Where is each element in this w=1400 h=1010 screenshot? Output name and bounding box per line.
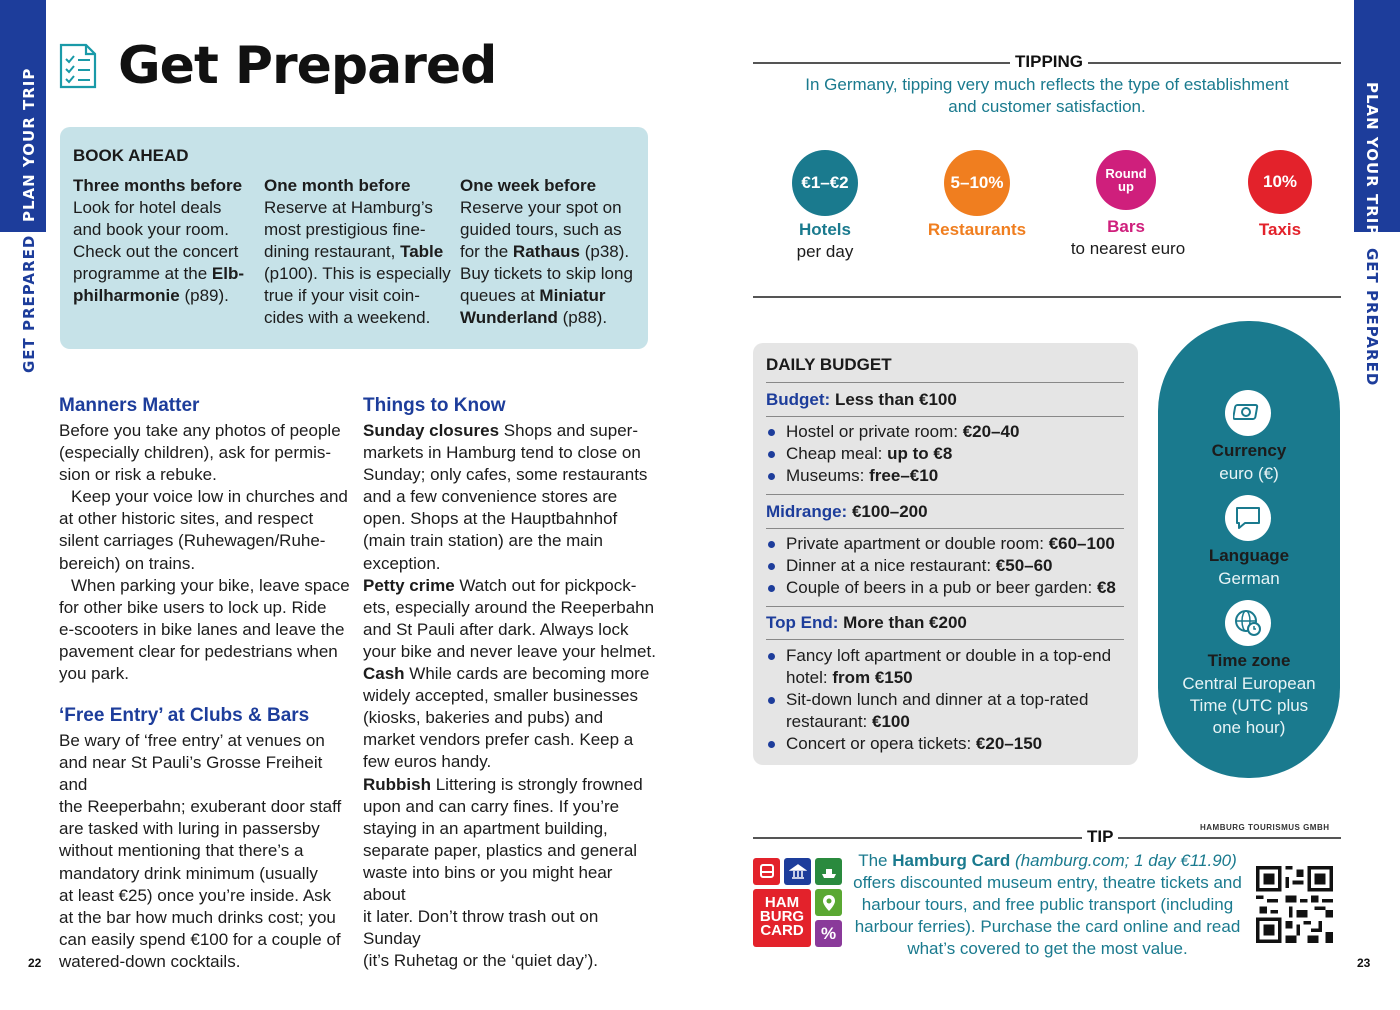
text-line: Be wary of ‘free entry’ at venues on [59, 731, 325, 750]
currency-icon [1225, 390, 1271, 436]
text-line: Cash While cards are becoming more [363, 664, 650, 684]
text-line: the Reeperbahn; exuberant door staff [59, 797, 342, 817]
book-ahead-col-three-months [73, 175, 258, 307]
text-line: for other bike users to lock up. Ride [59, 597, 327, 617]
list-item: Dinner at a nice restaurant: €50–60 [766, 555, 1134, 577]
col-line: cides with a weekend. [264, 308, 431, 327]
currency-value: euro (€) [1219, 464, 1279, 483]
col-line: Reserve your spot on [460, 198, 622, 217]
logo-line: CARD [760, 922, 804, 939]
tip-circle-restaurants: 5–10% [944, 150, 1010, 216]
col-line: (p100). This is especially [264, 264, 451, 283]
time-zone-icon [1225, 600, 1271, 646]
tip-category-bars: Bars [1107, 217, 1145, 236]
location-pin-icon [815, 889, 842, 916]
list-item: Cheap meal: up to €8 [766, 443, 1126, 465]
text-line: (kiosks, bakeries and pubs) and [363, 708, 604, 728]
col-line: for the Rathaus (p38). [460, 242, 630, 261]
col-line: dining restaurant, Table [264, 242, 444, 261]
left-tab-label-prepared: GET PREPARED [20, 234, 38, 373]
right-tab-label-prepared: GET PREPARED [1363, 248, 1381, 387]
time-zone-value [1158, 673, 1340, 739]
list-item: Private apartment or double room: €60–100 [766, 533, 1134, 555]
time-zone-title: Time zone [1207, 651, 1291, 670]
text-line: market vendors prefer cash. Keep a [363, 730, 634, 750]
text-line: and a few convenience stores are [363, 487, 618, 507]
text-line: it later. Don’t throw trash out on Sunday [363, 907, 599, 949]
tip-sub-bars: to nearest euro [1070, 239, 1186, 258]
text-line: Before you take any photos of people [59, 421, 341, 440]
text-line: separate paper, plastics and general [363, 840, 638, 860]
list-item: Concert or opera tickets: €20–150 [766, 733, 1134, 755]
col-line: queues at Miniatur [460, 286, 606, 305]
tip-sub-hotels: per day [796, 242, 854, 261]
budget-separator [766, 382, 1124, 383]
tip-circle-taxis: 10% [1248, 150, 1312, 214]
text-line: without mentioning that there’s a [59, 841, 304, 861]
language-title: Language [1208, 546, 1290, 565]
text-line: Rubbish Littering is strongly frowned [363, 774, 643, 794]
hamburg-card-logo [753, 858, 843, 950]
text-line: your bike and never leave your helmet. [363, 641, 656, 661]
text-line: are tasked with luring in passersby [59, 819, 320, 839]
col-line: most prestigious fine- [264, 220, 426, 239]
col-line: philharmonie (p89). [73, 286, 229, 305]
text-line: (it’s Ruhetag or the ‘quiet day’). [363, 951, 598, 971]
text-line: few euros handy. [363, 752, 492, 772]
left-tab-label-plan: PLAN YOUR TRIP [20, 67, 38, 222]
col-heading: One week before [460, 176, 597, 195]
text-line: sion or risk a rebuke. [59, 465, 217, 485]
value-line: Central European [1182, 674, 1316, 693]
text-line: at the bar how much drinks cost; you [59, 907, 336, 927]
list-item: Fancy loft apartment or double in a top-end hotel: from €150 [766, 645, 1134, 689]
text-line: and St Pauli after dark. Always lock [363, 619, 629, 639]
text-line: markets in Hamburg tend to close on [363, 443, 641, 463]
text-line: e-scooters in bike lanes and leave the [59, 619, 345, 639]
tip-circle-hotels: €1–€2 [792, 150, 858, 216]
budget-tier-budget: Budget: Less than €100 [766, 390, 957, 409]
text-line: open. Shops at the Hauptbahnhof [363, 509, 618, 529]
free-entry-heading: ‘Free Entry’ at Clubs & Bars [59, 705, 310, 726]
budget-list-budget [766, 421, 1126, 487]
text-line: Petty crime Watch out for pickpock- [363, 575, 637, 595]
daily-budget-heading: DAILY BUDGET [766, 355, 892, 374]
col-line: Buy tickets to skip long [460, 264, 633, 283]
col-line: Reserve at Hamburg’s [264, 198, 433, 217]
list-item: Sit-down lunch and dinner at a top-rated restaurant: €100 [766, 689, 1134, 733]
col-heading: One month before [264, 176, 411, 195]
manners-body [59, 420, 354, 685]
budget-separator [766, 416, 1124, 417]
text-line: Sunday closures Shops and super- [363, 421, 638, 440]
col-line: guided tours, such as [460, 220, 622, 239]
tip-category-restaurants: Restaurants [927, 220, 1027, 239]
text-line: (main train station) are the main [363, 531, 603, 551]
logo-line: HAM [764, 894, 800, 911]
col-line: and book your room. [73, 220, 229, 239]
bus-icon [753, 858, 780, 885]
tip-line: what’s covered to get the most value. [907, 939, 1188, 958]
ferry-icon [815, 858, 842, 885]
col-line: true if your visit coin- [264, 286, 420, 305]
logo-line: BURG [759, 908, 805, 925]
discount-icon: % [815, 920, 842, 947]
budget-tier-top-end: Top End: More than €200 [766, 613, 967, 632]
text-line: at least €25) once you’re inside. Ask [59, 885, 332, 905]
col-heading: Three months before [73, 176, 243, 195]
tip-rule [753, 837, 1341, 839]
free-entry-body [59, 730, 354, 973]
text-line: bereich) on trains. [59, 553, 196, 573]
checklist-icon [58, 42, 98, 90]
col-line: Look for hotel deals [73, 198, 222, 217]
page-number-right: 23 [1357, 956, 1371, 970]
budget-list-top-end [766, 645, 1134, 755]
budget-separator [766, 494, 1124, 495]
text-line: watered-down cocktails. [59, 951, 241, 971]
qr-code[interactable] [1256, 866, 1333, 943]
text-line: widely accepted, smaller businesses [363, 686, 638, 706]
tip-line: harbour tours, and free public transport (including [861, 895, 1234, 914]
tip-category-hotels: Hotels [799, 220, 851, 239]
currency-title: Currency [1211, 441, 1287, 460]
manners-heading: Manners Matter [59, 395, 200, 416]
text-line: waste into bins or you might hear about [363, 862, 613, 904]
intro-line: In Germany, tipping very much reflects the type of establishment [805, 75, 1289, 94]
tip-text [850, 850, 1245, 960]
tip-line: harbour ferries). Purchase the card online and read [854, 917, 1241, 936]
col-line: Wunderland (p88). [460, 308, 608, 327]
col-line: Check out the concert [73, 242, 239, 261]
list-item: Hostel or private room: €20–40 [766, 421, 1126, 443]
text-line: you park. [59, 664, 129, 684]
budget-list-midrange [766, 533, 1134, 599]
text-line: ets, especially around the Reeperbahn [363, 597, 655, 617]
text-line: and near St Pauli’s Grosse Freiheit and [59, 753, 323, 795]
tip-category-taxis: Taxis [1258, 220, 1302, 239]
tipping-label: TIPPING [1010, 52, 1088, 72]
tip-label: TIP [1082, 827, 1118, 847]
tip-circle-bars: Round up [1096, 150, 1156, 210]
text-line: pavement clear for pedestrians when [59, 641, 338, 661]
list-item: Couple of beers in a pub or beer garden: €8 [766, 577, 1134, 599]
text-line: at other historic sites, and respect [59, 509, 314, 529]
hamburg-card-wordmark [753, 889, 811, 947]
text-line: When parking your bike, leave space [71, 575, 350, 595]
things-to-know-heading: Things to Know [363, 395, 506, 416]
text-line: (especially children), ask for permis- [59, 443, 332, 463]
text-line: staying in an apartment building, [363, 818, 608, 838]
text-line: upon and can carry fines. If you’re [363, 796, 620, 816]
language-icon [1225, 495, 1271, 541]
col-line: programme at the Elb- [73, 264, 245, 283]
value-line: Time (UTC plus [1189, 696, 1309, 715]
things-to-know-body [363, 420, 658, 972]
book-ahead-col-one-week [460, 175, 642, 329]
tip-line: offers discounted museum entry, theatre tickets and [853, 873, 1242, 892]
budget-separator [766, 528, 1124, 529]
book-ahead-heading: BOOK AHEAD [73, 146, 189, 165]
intro-line: and customer satisfaction. [948, 97, 1146, 116]
text-line: exception. [363, 553, 441, 573]
text-line: silent carriages (Ruhewagen/Ruhe- [59, 531, 326, 551]
tipping-intro [753, 74, 1341, 118]
page-number-left: 22 [28, 956, 42, 970]
tip-line: The Hamburg Card (hamburg.com; 1 day €11.90) [858, 851, 1237, 870]
text-line: mandatory drink minimum (usually [59, 863, 318, 883]
tipping-rule-bottom [753, 296, 1341, 298]
language-value: German [1218, 569, 1280, 588]
text-line: Keep your voice low in churches and [71, 487, 348, 507]
right-tab-label-plan: PLAN YOUR TRIP [1363, 82, 1381, 237]
list-item: Museums: free–€10 [766, 465, 1126, 487]
text-line: Sunday; only cafes, some restaurants [363, 465, 648, 485]
budget-separator [766, 639, 1124, 640]
book-ahead-col-one-month [264, 175, 454, 329]
photo-credit: HAMBURG TOURISMUS GMBH [1200, 823, 1330, 832]
budget-separator [766, 606, 1124, 607]
text-line: can easily spend €100 for a couple of [59, 929, 341, 949]
budget-tier-midrange: Midrange: €100–200 [766, 502, 928, 521]
value-line: one hour) [1212, 718, 1286, 737]
museum-icon [784, 858, 811, 885]
page-title: Get Prepared [118, 36, 497, 96]
